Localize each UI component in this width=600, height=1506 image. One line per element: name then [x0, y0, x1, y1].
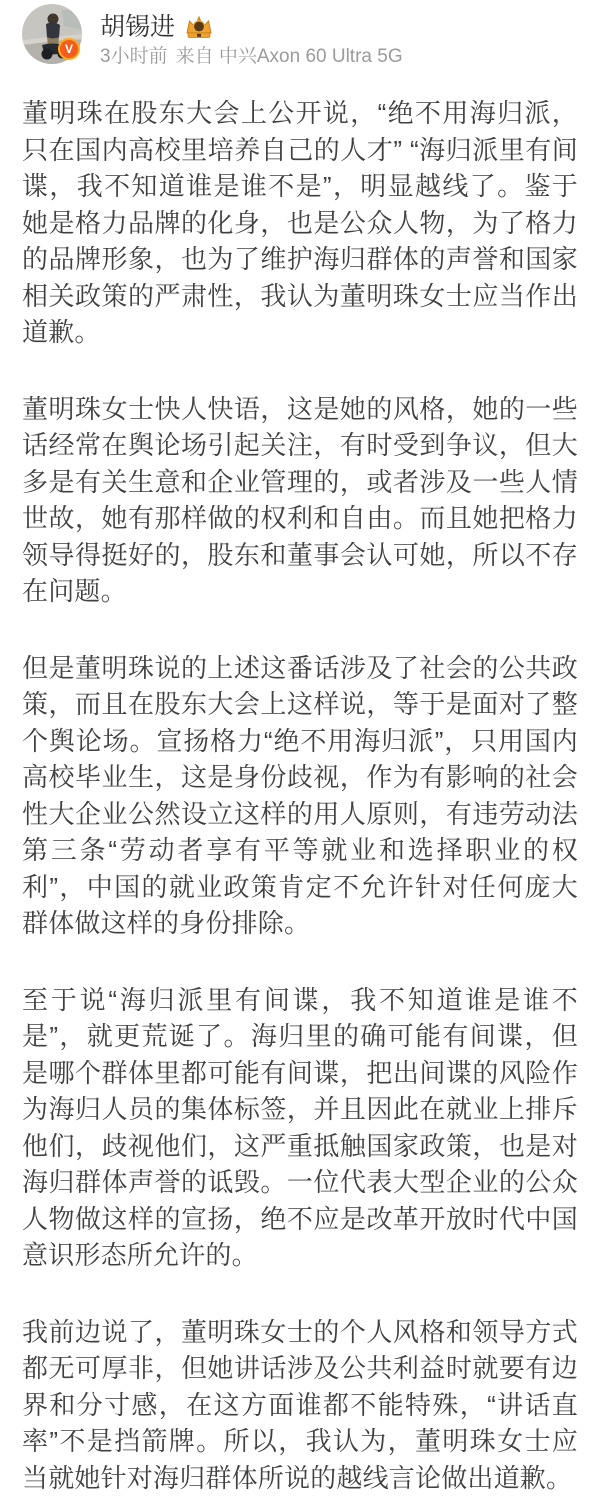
avatar[interactable] [22, 4, 82, 64]
verified-letter: V [64, 42, 73, 56]
post-paragraph-2: 董明珠女士快人快语，这是她的风格，她的一些话经常在舆论场引起关注，有时受到争议，但大多是有关生意和企业管理的，或者涉及一些人情世故，她有那样做的权利和自由。而且她把格力领导得挺好的，股东和董事会认可她，所以不存在问题。 [22, 393, 578, 606]
post-paragraph-1: 董明珠在股东大会上公开说，“绝不用海归派，只在国内高校里培养自己的人才” “海归派里有间谍，我不知道谁是谁不是”，明显越线了。鉴于她是格力品牌的化身，也是公众人物，为了格力的品牌形象，也为了维护海归群体的声誉和国家相关政策的严肃性，我认为董明珠女士应当作出道歉。 [22, 98, 578, 347]
vip-crown-icon[interactable] [184, 14, 214, 40]
name-row [100, 12, 403, 42]
post-paragraph-5: 我前边说了，董明珠女士的个人风格和领导方式都无可厚非，但她讲话涉及公共利益时就要有边界和分寸感，在这方面谁都不能特殊，“讲话直率”不是挡箭牌。所以，我认为，董明珠女士应当就她针对海归群体所说的越线言论做出道歉。 [22, 1316, 578, 1493]
post-time[interactable]: 3小时前 [100, 46, 168, 67]
post-source[interactable]: 来自 中兴Axon 60 Ultra 5G [175, 46, 403, 67]
post-header [0, 0, 600, 69]
post-content [0, 69, 600, 1506]
verified-badge [58, 38, 80, 60]
post-paragraph-4: 至于说“海归派里有间谍，我不知道谁是谁不是”，就更荒诞了。海归里的确可能有间谍，但是哪个群体里都可能有间谍，把出间谍的风险作为海归人员的集体标签，并且因此在就业上排斥他们，歧视他们，这严重抵触国家政策，也是对海归群体声誉的诋毁。一位代表大型企业的公众人物做这样的宣扬，绝不应是改革开放时代中国意识形态所允许的。 [22, 984, 578, 1270]
post-paragraph-3: 但是董明珠说的上述这番话涉及了社会的公共政策，而且在股东大会上这样说，等于是面对了整个舆论场。宣扬格力“绝不用海归派”，只用国内高校毕业生，这是身份歧视，作为有影响的社会性大企业公然设立这样的用人原则，有违劳动法第三条“劳动者享有平等就业和选择职业的权利”，中国的就业政策肯定不允许针对任何庞大群体做这样的身份排除。 [22, 652, 578, 938]
username[interactable]: 胡锡进 [100, 13, 176, 41]
header-info [100, 4, 403, 69]
meta-row [100, 45, 403, 69]
